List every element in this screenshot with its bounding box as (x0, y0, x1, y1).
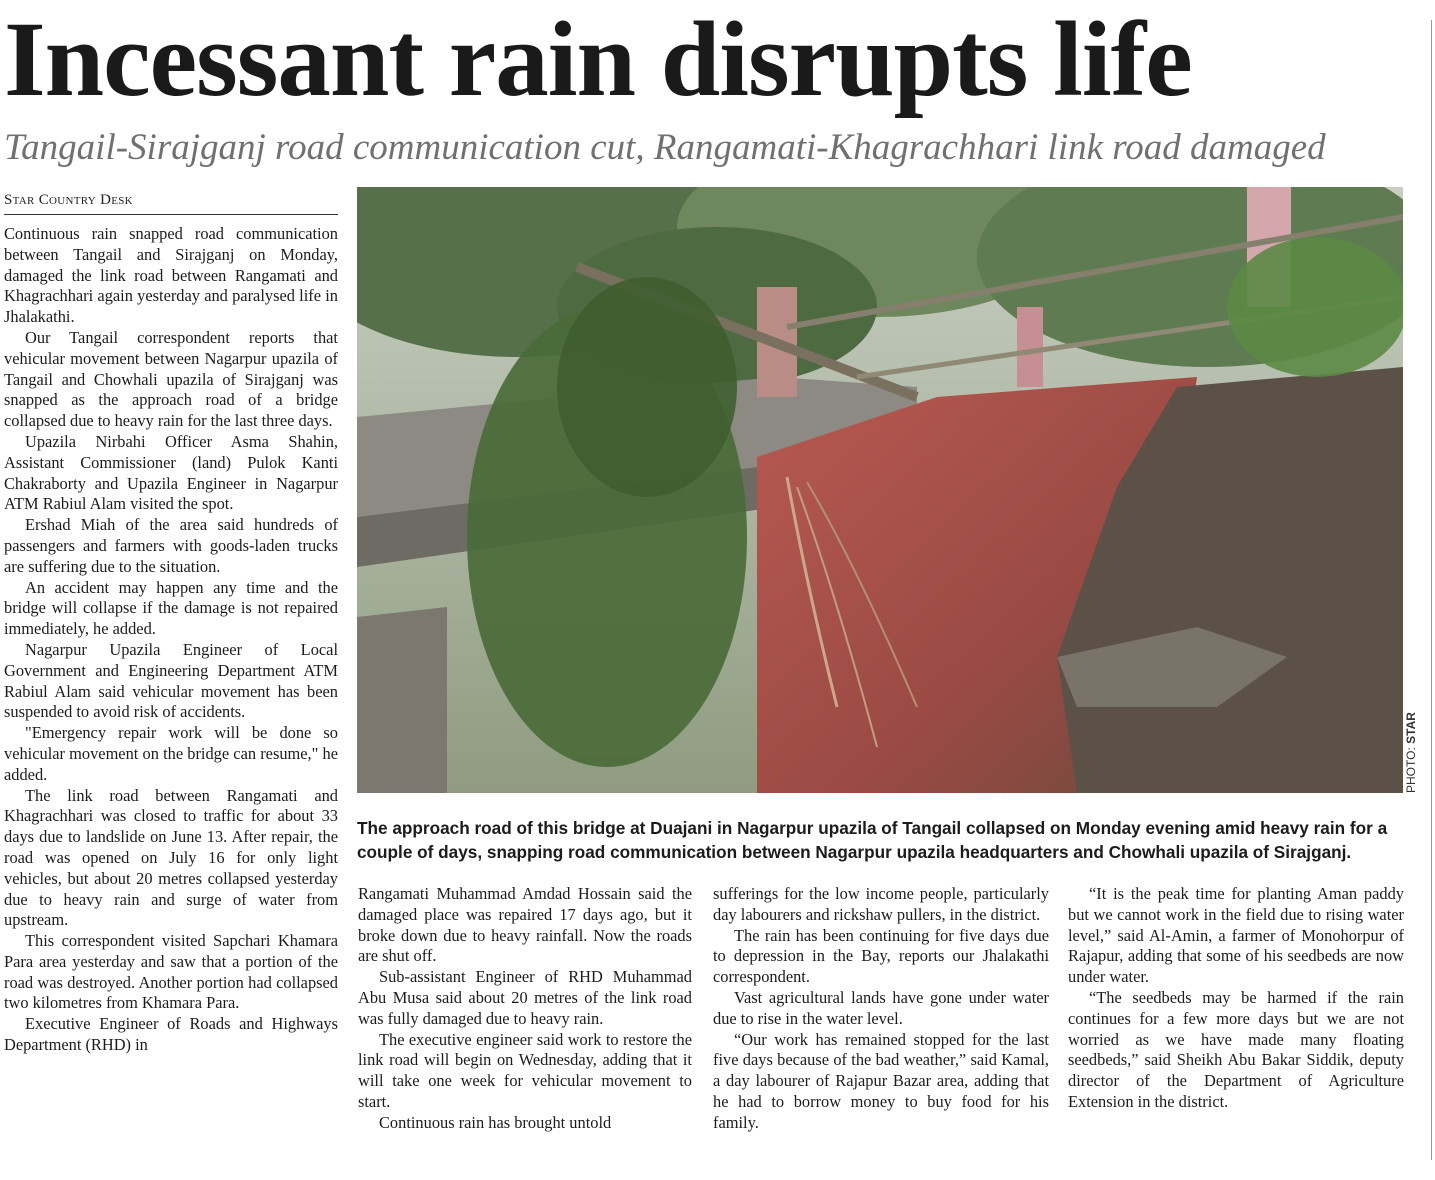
paragraph: Rangamati Muhammad Amdad Hossain said the damaged place was repaired 17 days ago, but it broke down due to heavy rainfall. Now the roads are shut off. (358, 884, 692, 966)
paragraph: Continuous rain has brought untold (379, 1112, 612, 1132)
paragraph: Nagarpur Upazila Engineer of Local Government and Engineering Department ATM Rabiul Alam said vehicular movement has been suspended to avoid risk of accidents. (4, 639, 338, 722)
paragraph: Upazila Nirbahi Officer Asma Shahin, Assistant Commissioner (land) Pulok Kanti Chakraborty and Upazila Engineer in Nagarpur ATM Rabiul Alam visited the spot. (4, 431, 338, 514)
paragraph: The executive engineer said work to restore the link road will begin on Wednesday, adding that it will take one week for vehicular movement to start. (358, 1029, 692, 1111)
paragraph: Continuous rain snapped road communication between Tangail and Sirajganj on Monday, damaged the link road between Rangamati and Khagrachhari again yesterday and paralysed life in Jhalakathi. (4, 224, 338, 327)
paragraph: Sub-assistant Engineer of RHD Muhammad Abu Musa said about 20 metres of the link road was fully damaged due to heavy rain. (358, 967, 692, 1028)
paragraph: "Emergency repair work will be done so vehicular movement on the bridge can resume," he added. (4, 723, 338, 784)
paragraph: Vast agricultural lands have gone under water due to rise in the water level. (713, 987, 1049, 1028)
paragraph: “It is the peak time for planting Aman paddy but we cannot work in the field due to rising water level,” said Al-Amin, a farmer of Monohorpur of Rajapur, adding that some of his seedbeds are now under water. (1068, 884, 1404, 987)
paragraph: “The seedbeds may be harmed if the rain continues for a few more days but we are not worried as we have made many floating seedbeds,” said Sheikh Abu Bakar Siddik, deputy director of the Department of Agriculture Extension in the district. (1068, 987, 1404, 1111)
paragraph: The rain has been continuing for five days due to depression in the Bay, reports our Jhalakathi correspondent. (713, 925, 1049, 987)
bridge-collapse-photo (357, 187, 1403, 793)
photo-credit: PHOTO: STAR (1404, 712, 1418, 793)
paragraph: Ershad Miah of the area said hundreds of passengers and farmers with goods-laden trucks are suffering due to the situation. (4, 515, 338, 576)
subheadline: Tangail-Sirajganj road communication cut, Rangamati-Khagrachhari link road damaged (4, 127, 1326, 168)
body-column-4 (1068, 884, 1404, 1113)
paragraph: The link road between Rangamati and Khagrachhari was closed to traffic for about 33 days due to landslide on June 13. After repair, the road was opened on July 16 for only light vehicles, but about 20 metres collapsed yesterday due to heavy rain and surge of water from upstream. (4, 785, 338, 930)
paragraph: “Our work has remained stopped for the last five days because of the bad weather,” said Kamal, a day labourer of Rajapur Bazar area, adding that he had to borrow money to buy food for his family. (713, 1029, 1049, 1132)
headline: Incessant rain disrupts life (4, 1, 1192, 119)
body-column-1 (4, 224, 338, 1159)
byline: Star Country Desk (4, 190, 338, 215)
paragraph: Executive Engineer of Roads and Highways Department (RHD) in (4, 1014, 338, 1055)
column-rule (1431, 20, 1432, 1160)
paragraph: Our Tangail correspondent reports that vehicular movement between Nagarpur upazila of Tangail and Chowhali upazila of Sirajganj was snapped as the approach road of a bridge collapsed due to heavy rain for the last three days. (4, 327, 338, 431)
body-column-3 (713, 884, 1049, 1134)
paragraph: This correspondent visited Sapchari Khamara Para area yesterday and saw that a portion of the road was destroyed. Another portion had collapsed two kilometres from Khamara Para. (4, 931, 338, 1013)
paragraph: sufferings for the low income people, particularly day labourers and rickshaw pullers, in the district. (713, 884, 1049, 924)
paragraph: An accident may happen any time and the bridge will collapse if the damage is not repaired immediately, he added. (4, 577, 338, 639)
photo-illustration (357, 187, 1403, 793)
body-column-2 (358, 884, 692, 1134)
photo-caption: The approach road of this bridge at Duajani in Nagarpur upazila of Tangail collapsed on Monday evening amid heavy rain for a couple of days, snapping road communication between Nagarpur upazila headquarters and Chowhali upazila of Sirajganj. (357, 818, 1388, 862)
